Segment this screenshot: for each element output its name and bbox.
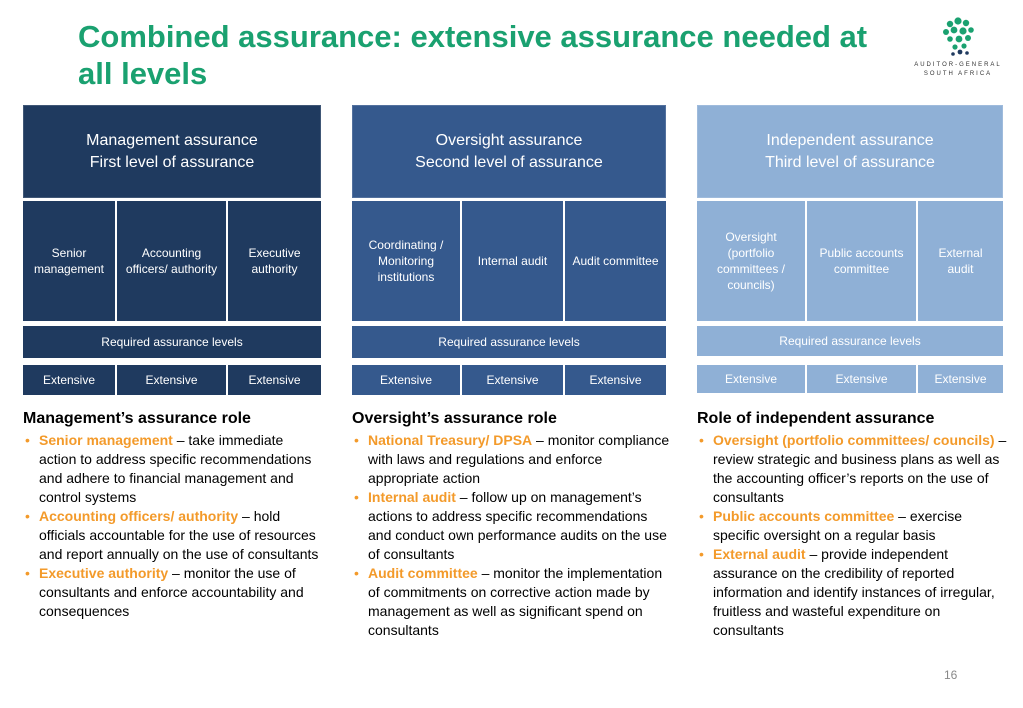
level-cell: Extensive — [697, 365, 807, 393]
assurance-levels-row-2 — [352, 365, 666, 395]
logo-text-line2: SOUTH AFRICA — [923, 71, 993, 77]
list-item: • Senior management – take immediate action to address specific recommendations and adhere to financial management and control systems — [23, 431, 323, 507]
sub-oversight-portfolio: Oversight (portfolio committees / councils) — [697, 201, 807, 321]
oversight-role-section — [352, 409, 670, 640]
sub-coordinating-institutions: Coordinating / Monitoring institutions — [352, 201, 462, 321]
independent-role-title: Role of independent assurance — [697, 410, 935, 427]
assurance-levels-row-3 — [697, 365, 1003, 393]
management-assurance-heading: Management assurance First level of assurance — [23, 105, 321, 198]
management-assurance-subs — [23, 201, 321, 321]
management-role-list — [23, 431, 323, 621]
list-item: • Oversight (portfolio committees/ councils) – review strategic and business plans as well as the accounting officer’s reports on the use of consultants — [697, 431, 1007, 507]
sub-public-accounts: Public accounts committee — [807, 201, 918, 321]
sub-external-audit: External audit — [918, 201, 1003, 321]
list-item: • Audit committee – monitor the implementation of commitments on corrective action made by management as well as significant spend on consultants — [352, 564, 670, 640]
required-assurance-levels-3: Required assurance levels — [697, 326, 1003, 356]
oversight-assurance-subs — [352, 201, 666, 321]
independent-role-section — [697, 409, 1007, 640]
list-item: • Internal audit – follow up on management’s actions to address specific recommendations and conduct own performance audits on the use of consultants — [352, 488, 670, 564]
independent-assurance-subs — [697, 201, 1003, 321]
required-assurance-levels-1: Required assurance levels — [23, 326, 321, 358]
sub-executive-authority: Executive authority — [228, 201, 321, 321]
level-cell: Extensive — [565, 365, 666, 395]
level-cell: Extensive — [352, 365, 462, 395]
level-cell: Extensive — [23, 365, 117, 395]
assurance-levels-row-1 — [23, 365, 321, 395]
independent-role-list — [697, 431, 1007, 640]
level-cell: Extensive — [462, 365, 565, 395]
list-item: • National Treasury/ DPSA – monitor compliance with laws and regulations and enforce appropriate action — [352, 431, 670, 488]
sub-internal-audit: Internal audit — [462, 201, 565, 321]
auditor-general-logo — [908, 12, 1008, 82]
level-cell: Extensive — [918, 365, 1003, 393]
management-role-title: Management’s assurance role — [23, 410, 251, 427]
oversight-role-title: Oversight’s assurance role — [352, 410, 557, 427]
logo-dots-icon — [908, 12, 1008, 60]
level-cell: Extensive — [228, 365, 321, 395]
list-item: • External audit – provide independent assurance on the credibility of reported information and identify instances of irregular, fruitless and wasteful expenditure on consultants — [697, 545, 1007, 640]
sub-audit-committee: Audit committee — [565, 201, 666, 321]
list-item: • Executive authority – monitor the use of consultants and enforce accountability and consequences — [23, 564, 323, 621]
independent-assurance-heading: Independent assurance Third level of assurance — [697, 105, 1003, 198]
list-item: • Accounting officers/ authority – hold officials accountable for the use of resources and report annually on the use of consultants — [23, 507, 323, 564]
oversight-assurance-heading: Oversight assurance Second level of assurance — [352, 105, 666, 198]
logo-text-line1: AUDITOR-GENERAL — [914, 62, 1002, 68]
list-item: • Public accounts committee – exercise specific oversight on a regular basis — [697, 507, 1007, 545]
sub-accounting-officers: Accounting officers/ authority — [117, 201, 228, 321]
page-number: 16 — [944, 668, 958, 682]
required-assurance-levels-2: Required assurance levels — [352, 326, 666, 358]
level-cell: Extensive — [807, 365, 918, 393]
oversight-role-list — [352, 431, 670, 640]
sub-senior-management: Senior management — [23, 201, 117, 321]
page-title: Combined assurance: extensive assurance needed at all levels — [78, 19, 868, 91]
management-role-section — [23, 409, 323, 621]
level-cell: Extensive — [117, 365, 228, 395]
